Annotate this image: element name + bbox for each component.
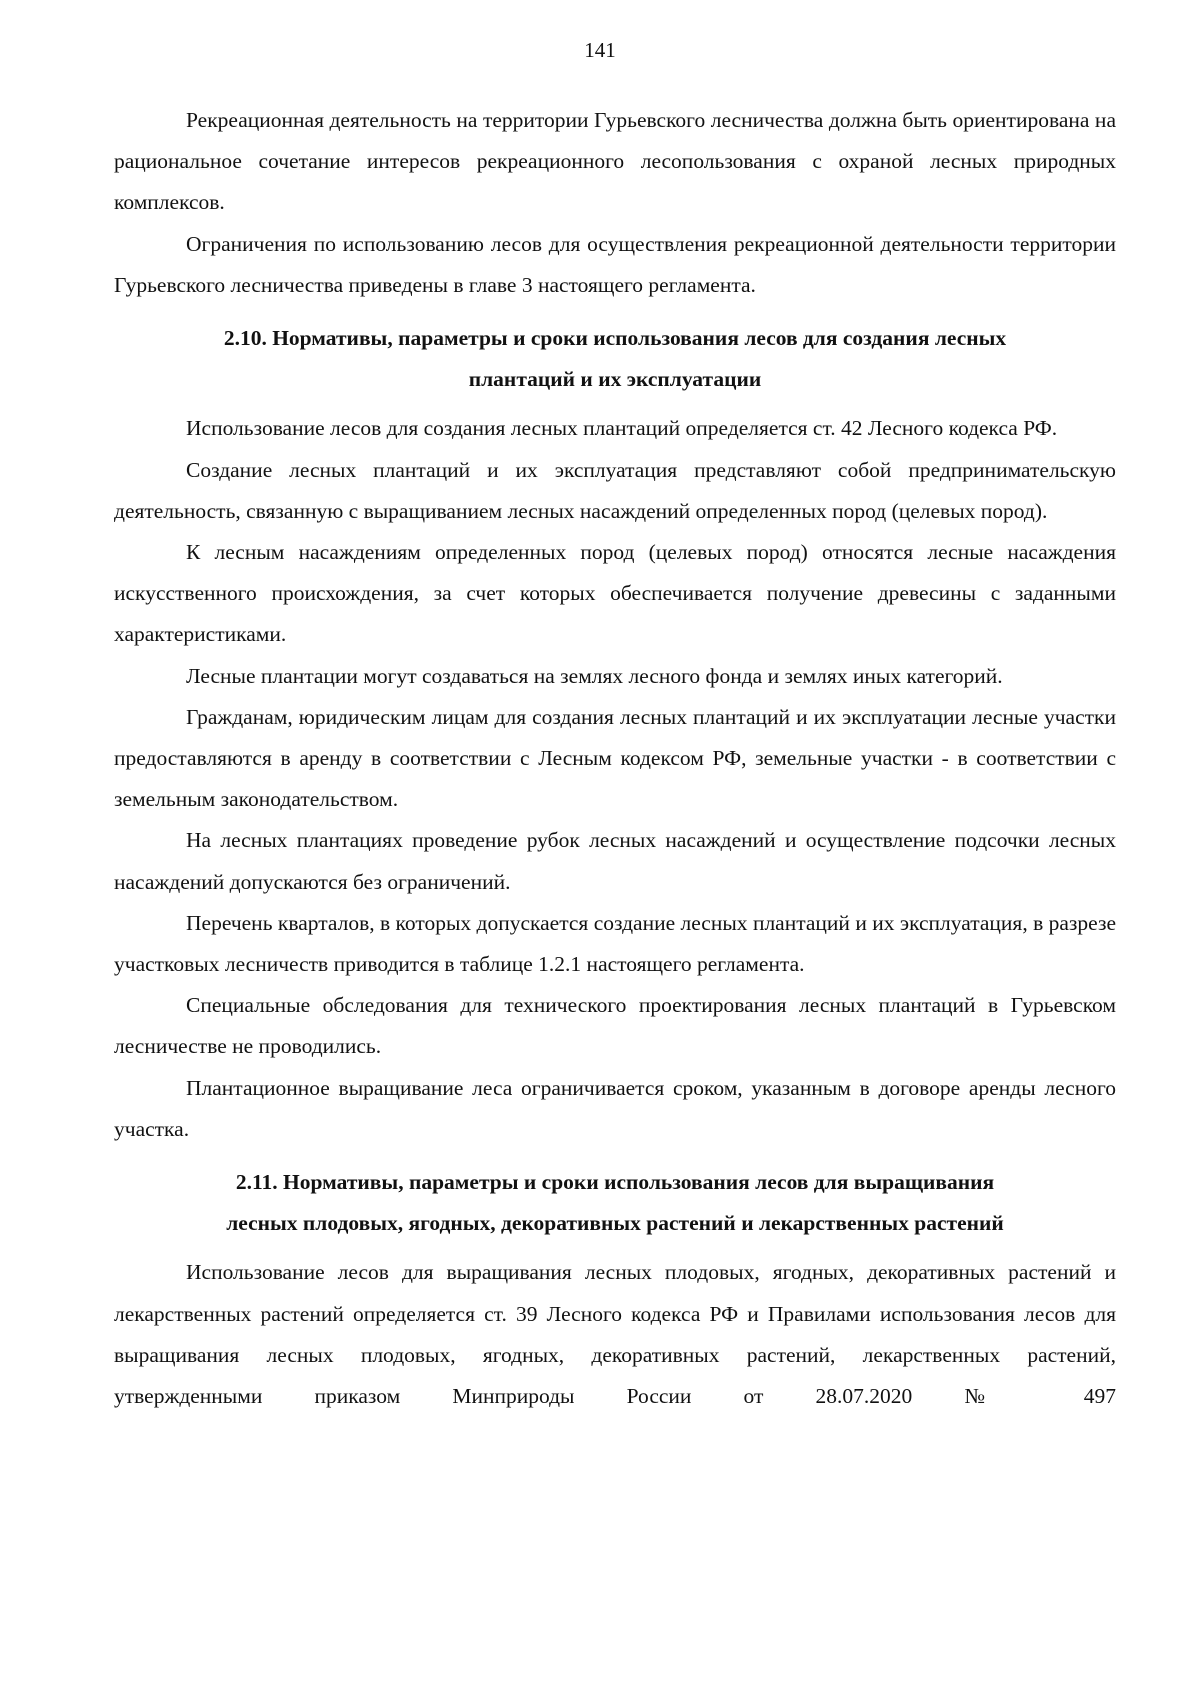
- paragraph-lease: Гражданам, юридическим лицам для создания лесных плантаций и их эксплуатации лесные участки предоставляются в аренду в соответствии с Лесным кодексом РФ, земельные участки - в соответствии с земельным законодательством.: [114, 704, 1116, 812]
- section-heading-2-11-line1: 2.11. Нормативы, параметры и сроки использования лесов для выращивания: [235, 1170, 995, 1195]
- paragraph-quarters-list: Перечень кварталов, в которых допускается создание лесных плантаций и их эксплуатация, в разрезе участковых лесничеств приводится в таблице 1.2.1 настоящего регламента.: [114, 910, 1116, 977]
- page-number: 141: [584, 38, 616, 62]
- paragraph-recreation-restrictions: Ограничения по использованию лесов для осуществления рекреационной деятельности территории Гурьевского лесничества приведены в главе 3 настоящего регламента.: [114, 231, 1116, 297]
- paragraph-fruit-plants-usage: Использование лесов для выращивания лесных плодовых, ягодных, декоративных растений и лекарственных растений определяется ст. 39 Лесного кодекса РФ и Правилами использования лесов для выращивания лесных плодовых, ягодных, декоративных растений, лекарственных растений, утвержденными приказом Минприроды России от 28.07.2020 № 497: [114, 1260, 1116, 1409]
- paragraph-target-species: К лесным насаждениям определенных пород (целевых пород) относятся лесные насаждения искусственного происхождения, за счет которых обеспечивается получение древесины с заданными характеристиками.: [114, 540, 1116, 647]
- document-body: [114, 100, 1116, 1417]
- section-heading-2-10-line1: 2.10. Нормативы, параметры и сроки использования лесов для создания лесных: [223, 326, 1007, 351]
- paragraph-special-surveys: Специальные обследования для технического проектирования лесных плантаций в Гурьевском лесничестве не проводились.: [114, 993, 1116, 1059]
- paragraph-plantations-business: Создание лесных плантаций и их эксплуатация представляют собой предпринимательскую деятельность, связанную с выращиванием лесных насаждений определенных пород (целевых пород).: [114, 457, 1116, 523]
- section-heading-2-10-line2: плантаций и их эксплуатации: [468, 367, 762, 392]
- paragraph-plantation-term: Плантационное выращивание леса ограничивается сроком, указанным в договоре аренды лесного участка.: [114, 1075, 1116, 1141]
- paragraph-recreation: Рекреационная деятельность на территории Гурьевского лесничества должна быть ориентирована на рациональное сочетание интересов рекреационного лесопользования с охраной лесных природных комплексов.: [114, 108, 1116, 215]
- section-heading-2-10: [114, 310, 1116, 408]
- paragraph-plantation-lands: Лесные плантации могут создаваться на землях лесного фонда и землях иных категорий.: [186, 663, 1003, 688]
- paragraph-felling: На лесных плантациях проведение рубок лесных насаждений и осуществление подсочки лесных насаждений допускаются без ограничений.: [114, 828, 1116, 894]
- section-heading-2-11: [114, 1154, 1116, 1252]
- paragraph-plantations-usage: Использование лесов для создания лесных плантаций определяется ст. 42 Лесного кодекса РФ.: [186, 416, 1058, 441]
- section-heading-2-11-line2: лесных плодовых, ягодных, декоративных растений и лекарственных растений: [226, 1211, 1004, 1236]
